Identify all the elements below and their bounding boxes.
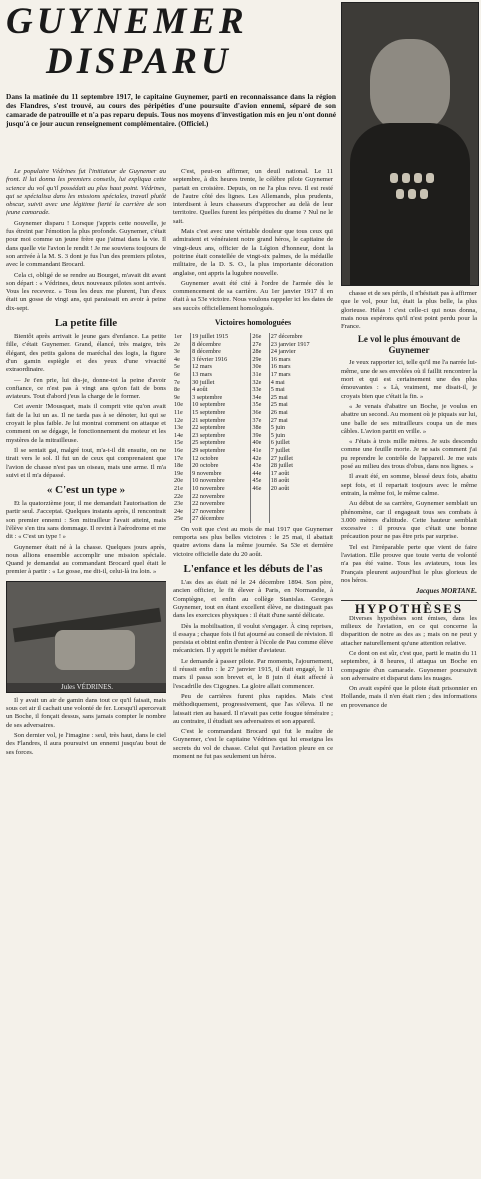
table-cell: 36e — [251, 409, 269, 417]
table-cell: 4 août — [191, 386, 251, 394]
photo-caption: Jules VÉDRINES. — [7, 683, 166, 691]
table-cell: 43e — [251, 462, 269, 470]
section-heading-enfance: L'enfance et les débuts de l'as — [183, 563, 323, 576]
table-cell: 20 octobre — [191, 462, 251, 470]
table-row — [173, 455, 333, 463]
table-cell: 26 mai — [269, 409, 333, 417]
table-cell: 5e — [174, 363, 180, 371]
paragraph: Guynemer disparu ! Lorsque j'appris cette nouvelle, je fus étreint par l'émotion la plus profonde. Guynemer, c'était pour moi comme un jeune frère que j'aimai dans la vie. Il dans quelle vie l'avion le rendit ! Je me souviens toujours de son arrivée à la M. S. 3 dont je fus l'un des premiers pilotes, avec le commandant Brocard. — [6, 219, 166, 269]
table-row — [173, 447, 333, 455]
table-cell: 21e — [174, 484, 183, 492]
table-cell: 15 septembre — [191, 409, 251, 417]
paragraph: Je veux rapporter ici, telle qu'il me l'a narrée lui-même, une de ses envolées où il faillit rencontrer la mort et qui est certainement une des plus émouvantes : « Là, vraiment, me disait-il, je croyais bien que c'était la fin. » — [341, 359, 477, 400]
table-cell — [251, 500, 269, 508]
paragraph: Tel est l'irréparable perte que vient de faire l'aviation. Elle prouve que toute vertu de volonté n'a pas été vaine. Tous les aviateurs, tous les Français pleurent aujourd'hui le plus glorieux de nos héros. — [341, 543, 477, 584]
paragraph: On voit que c'est au mois de mai 1917 que Guynemer remporta ses plus belles victoires : le 25 mai, il abattait quatre avions dans la même journée. Sa 53e et dernière victoire officielle date du 20 août. — [173, 525, 333, 558]
table-cell: 35e — [251, 401, 269, 409]
table-cell: 27 décembre — [191, 515, 251, 523]
table-cell: 14e — [174, 431, 183, 439]
paragraph: Le demande à passer pilote. Par moments, l'ajournement, il réussit enfin : le 27 janvier 1915, il était engagé, le 11 mars il passa son brevet et, le 8 juin il était affecté à l'escadrille des Cigognes. La gloire allait commencer. — [173, 657, 333, 690]
table-cell: 12 octobre — [191, 455, 251, 463]
table-cell: 13e — [174, 424, 183, 432]
table-cell: 15e — [174, 439, 183, 447]
table-cell: 22 novembre — [191, 493, 251, 501]
paragraph: Il se sentait gai, malgré tout, m'a-t-il dit ensuite, on ne tirait vers le sol. Il fut un de ceux qui comprenaient que l'avion de chasse n'est pas un oiseau, mais une arme. Il m'a suivi et il m'a dépassé. — [6, 446, 166, 479]
table-row — [173, 341, 333, 349]
table-row — [173, 333, 333, 341]
headline-line-2: DISPARU — [46, 41, 232, 82]
table-cell: 12e — [174, 416, 183, 424]
table-cell: 3 septembre — [191, 394, 251, 402]
table-row — [173, 371, 333, 379]
table-cell: 39e — [251, 432, 269, 440]
table-cell: 3e — [174, 348, 180, 356]
column-3 — [341, 290, 477, 1176]
table-cell: 46e — [251, 485, 269, 493]
paragraph: Bientôt après arrivait le jeune gars d'enfance. La petite fille, c'était Guynemer. Grand, élancé, très maigre, très élégant, des petits galons de maréchal des logis, la figure d'un gamin espiègle et des yeux d'une vivacité extraordinaire. — [6, 333, 166, 374]
table-cell: 28e — [251, 348, 269, 356]
table-cell: 38e — [251, 424, 269, 432]
paragraph: Peu de carrières furent plus rapides. Mais c'est méthodiquement, progressivement, que l'as s'éleva. Il ne laissait rien au hasard. Il n'avait pas cette fougue téméraire ; au contraire, il étudiait ses adversaires et son appareil. — [173, 692, 333, 725]
table-cell: 25 mai — [269, 394, 333, 402]
table-cell: 10 novembre — [191, 485, 251, 493]
table-cell: 19 juillet 1915 — [191, 333, 251, 341]
table-row — [173, 386, 333, 394]
table-cell — [269, 508, 333, 516]
table-cell: 24e — [174, 507, 183, 515]
vedrines-plane-photo — [6, 581, 166, 693]
table-cell: 22 novembre — [191, 500, 251, 508]
paragraph: Il y avait un air de gamin dans tout ce qu'il faisait, mais sous cet air il cachait une volonté de fer. Lorsqu'il apercevait un Boche, il fonçait dessus, sans jamais compter le nombre de ses adversaires. — [6, 696, 166, 729]
headline — [6, 2, 336, 86]
table-cell: 19e — [174, 469, 183, 477]
table-cell: 23e — [174, 500, 183, 508]
table-cell: 45e — [251, 477, 269, 485]
table-row — [173, 417, 333, 425]
paragraph: Cet avenir !Mousquet, mais il comprit vite qu'on avait fait de la lui un as. Il ne tarda pas à se dénoter, lui qui se croyait le plus faible. Je lui montrai comment on attaque et comment on se dégage, le fonctionnement du moteur et les mystères de la mitrailleuse. — [6, 403, 166, 444]
table-cell: 34e — [251, 394, 269, 402]
table-cell: 4 mai — [269, 379, 333, 387]
table-cell: 27 juillet — [269, 455, 333, 463]
table-cell: 20 août — [269, 485, 333, 493]
paragraph: Cela ci, obligé de se rendre au Bourget, m'avait dit avant son départ : « Védrines, deux nouveaux pilotes sont arrivés. Vous les recevrez. » Tous les deux me plurent, l'un d'eux était un gosse de vingt ans, qui paraissait en avoir à peine dix-sept. — [6, 271, 166, 312]
table-row — [173, 462, 333, 470]
table-cell — [269, 493, 333, 501]
table-cell: 37e — [251, 417, 269, 425]
table-cell: 1er — [174, 333, 182, 341]
table-cell: 5 juin — [269, 432, 333, 440]
table-cell: 44e — [251, 470, 269, 478]
table-cell: 16e — [174, 446, 183, 454]
table-cell: 32e — [251, 379, 269, 387]
table-cell: 25 septembre — [191, 439, 251, 447]
table-cell: 2e — [174, 340, 180, 348]
victories-table-title: Victoires homologuées — [214, 318, 292, 328]
paragraph: Guynemer avait été cité à l'ordre de l'armée dès le commencement de sa carrière. Au 1er janvier 1917 il en était à sa 53e victoire. Nous voulons rappeler ici les dates de ses succès officiellement homologués. — [173, 279, 333, 312]
table-row — [173, 394, 333, 402]
table-cell: 5 juin — [269, 424, 333, 432]
table-cell: 17e — [174, 454, 183, 462]
table-cell: 13 mars — [191, 371, 251, 379]
table-cell: 30e — [251, 363, 269, 371]
table-row — [173, 485, 333, 493]
paragraph: Il avait été, en somme, blessé deux fois, abattu sept fois, et il repartait toujours avec le même entrain, la même foi, le même calme. — [341, 473, 477, 497]
table-cell: 6 juillet — [269, 439, 333, 447]
section-heading-vol: Le vol le plus émouvant de Guynemer — [357, 334, 461, 356]
table-cell: 23 septembre — [191, 432, 251, 440]
table-cell: 10e — [174, 401, 183, 409]
table-cell: 10 novembre — [191, 477, 251, 485]
table-cell — [269, 515, 333, 523]
table-cell: 27 mai — [269, 417, 333, 425]
table-row — [173, 401, 333, 409]
table-row — [173, 500, 333, 508]
table-cell: 23 janvier 1917 — [269, 341, 333, 349]
table-cell: 4e — [174, 355, 180, 363]
paragraph: Mais c'est avec une véritable douleur que tous ceux qui admiraient et vénéraient notre grand héros, le capitaine de vingt-deux ans, officier de la Légion d'honneur, dont la poitrine était constellée de vingt-six palmes, de la médaille militaire, de la D. S. O., la plus importante décoration anglaise, ont appris la lugubre nouvelle. — [173, 228, 333, 277]
table-cell — [251, 493, 269, 501]
table-cell: 8 décembre — [191, 341, 251, 349]
table-cell: 5 mai — [269, 386, 333, 394]
table-cell: 27 décembre — [269, 333, 333, 341]
table-cell: 33e — [251, 386, 269, 394]
table-cell: 40e — [251, 439, 269, 447]
table-cell: 21 septembre — [191, 417, 251, 425]
intro-paragraph: Le populaire Védrines fut l'initiateur de Guynemer au front. Il lui donna les premiers conseils, lui expliqua cette science du vol qu'il possédait au plus haut point. Védrines, qui se spécialisa dans les missions spéciales, travail plutôt obscur, suivit avec une légitime fierté la carrière de son jeune camarade. — [6, 168, 166, 217]
section-heading-petite-fille: La petite fille — [54, 317, 118, 330]
column-1 — [6, 168, 166, 1176]
paragraph: chasse et de ses périls, il n'hésitait pas à affirmer que le vol, pour lui, était la plus belle, la plus glorieuse. Hélas ! c'est celle-ci qui nous donna, mais nous espérons qu'il n'est point perdu pour la France. — [341, 290, 477, 331]
section-heading-hypotheses: HYPOTHÈSES — [354, 600, 464, 616]
table-cell: 16 mars — [269, 363, 333, 371]
table-row — [173, 363, 333, 371]
table-cell: 9e — [174, 393, 180, 401]
table-row — [173, 348, 333, 356]
table-cell: 26e — [251, 333, 269, 341]
table-cell: 22e — [174, 492, 183, 500]
table-cell: 18e — [174, 462, 183, 470]
table-cell: 17 août — [269, 470, 333, 478]
paragraph: « J'étais à trois mille mètres. Je suis descendu comme une feuille morte. Je ne sais comment j'ai pu reprendre le contrôle de l'appareil. Je me suis posé au milieu des trous d'obus, dans nos lignes. » — [341, 438, 477, 471]
table-cell: 3 février 1916 — [191, 356, 251, 364]
table-cell: 20e — [174, 477, 183, 485]
table-cell: 8e — [174, 386, 180, 394]
table-cell: 31e — [251, 371, 269, 379]
paragraph: C'est le commandant Brocard qui fut le maître de Guynemer, c'est le capitaine Védrines qui lui enseigna les secrets du vol de chasse. Celui qui l'aviation pleure en ce moment ne fut pas seulement un héros. — [173, 728, 333, 761]
table-cell: 18 août — [269, 477, 333, 485]
table-row — [173, 432, 333, 440]
victories-table — [173, 333, 333, 523]
table-cell: 24 janvier — [269, 348, 333, 356]
table-row — [173, 356, 333, 364]
table-row — [173, 379, 333, 387]
table-cell: 28 juillet — [269, 462, 333, 470]
table-cell: 10 septembre — [191, 401, 251, 409]
paragraph: L'as des as était né le 24 décembre 1894. Son père, ancien officier, le fit élever à Paris, en Normandie, à Compiègne, et enfin au collège Stanislas. Georges Guynemer, tout en étant excellent élève, ne distinguait pas dans les exercices physiques : il était d'une santé délicate. — [173, 579, 333, 620]
paragraph: Dès la mobilisation, il voulut s'engager. À cinq reprises, il essaya ; chaque fois il fut ajourné au conseil de révision. Il persista et obtint enfin d'entrer à l'école de Pau comme élève mécanicien. Il y apprit le métier d'aviateur. — [173, 622, 333, 655]
table-row — [173, 439, 333, 447]
table-row — [173, 409, 333, 417]
paragraph: Son dernier vol, je l'imagine : seul, très haut, dans le ciel des Flandres, il aura poursuivi un ennemi jusqu'au bout de ses forces. — [6, 731, 166, 756]
table-row — [173, 424, 333, 432]
paragraph: Ce dont on est sûr, c'est que, parti le matin du 11 septembre, à 8 heures, il attaqua un Boche en compagnie d'un camarade. Guynemer poursuivit son adversaire et disparut dans les nuages. — [341, 649, 477, 682]
lead-paragraph: Dans la matinée du 11 septembre 1917, le capitaine Guynemer, parti en reconnaissance dans la région des Flandres, s'est trouvé, au cours des péripéties d'une poursuite d'avion ennemi, séparé de son camarade de patrouille et n'a pas reparu depuis. Tous nos moyens d'investigation mis en jeu n'ont donné jusqu'à ce jour aucun renseignement complémentaire. (Officiel.) — [6, 92, 336, 128]
paragraph: « Je venais d'abattre un Boche, je voulus en abattre un second. Au moment où je piquais sur lui, une balle de ses mitrailleurs coupa un de mes câbles. L'avion partit en vrille. » — [341, 402, 477, 435]
paragraph: Guynemer était né à la chasse. Quelques jours après, nous allions ensemble accomplir une mission spéciale. Quand je demandai au commandant Brocard quel était le premier à partir : « Le gosse, me dit-il, celui-là ira loin. » — [6, 543, 166, 576]
table-cell: 25 mai — [269, 401, 333, 409]
table-cell: 9 novembre — [191, 470, 251, 478]
paragraph: On avait espéré que le pilote était prisonnier en Hollande, mais il n'en était rien ; des informations en provenance de — [341, 685, 477, 709]
paragraph: Diverses hypothèses sont émises, dans les milieux de l'aviation, en ce qui concerne la disparition de notre as des as ; mais on ne peut y attacher naturellement qu'une attention relative. — [341, 614, 477, 647]
table-cell: 7 juillet — [269, 447, 333, 455]
table-cell: 7e — [174, 378, 180, 386]
table-cell: 11e — [174, 408, 183, 416]
table-row — [173, 477, 333, 485]
table-cell: 27 novembre — [191, 508, 251, 516]
table-cell: 29 septembre — [191, 447, 251, 455]
table-row — [173, 508, 333, 516]
table-row — [173, 493, 333, 501]
table-cell — [251, 515, 269, 523]
table-cell: 42e — [251, 455, 269, 463]
table-cell: 12 mars — [191, 363, 251, 371]
table-row — [173, 515, 333, 523]
table-cell: 16 mars — [269, 356, 333, 364]
table-cell: 25e — [174, 515, 183, 523]
paragraph: Au début de sa carrière, Guynemer semblait un phénomène, car il engageait tous ses combats à 3.000 mètres d'altitude. Cette hauteur semblait excessive : il prouva que c'était une bonne précaution pour ne pas être pris par surprise. — [341, 500, 477, 541]
headline-line-1: GUYNEMER — [6, 1, 248, 42]
table-row — [173, 470, 333, 478]
paragraph: Et la quatorzième jour, il me demandait l'autorisation de partir seul. J'acceptai. Quelques instants après, il rencontrait son premier ennemi : Son mitrailleur l'avait atteint, mais l'élève s'en tira sans dommage. Il revint à l'aérodrome et me dit : « C'est un type ! » — [6, 500, 166, 541]
section-heading-type: « C'est un type » — [46, 484, 126, 497]
table-cell: 27e — [251, 341, 269, 349]
table-cell: 22 septembre — [191, 424, 251, 432]
column-2 — [173, 168, 333, 1176]
paragraph: — Je t'en prie, lui dis-je, donne-toi la peine d'avoir confiance, ce n'est pas à vingt ans qu'on fait de bons aviateurs. Tout d'abord j'eus la charge de le former. — [6, 376, 166, 401]
table-cell — [269, 500, 333, 508]
table-cell: 17 mars — [269, 371, 333, 379]
paragraph: C'est, peut-on affirmer, un deuil national. Le 11 septembre, à dix heures trente, le célèbre pilote Guynemer partait en croisière. Depuis, on ne l'a plus revu. Il est resté de l'autre côté des lignes. Les Allemands, plus prudents, interdisent à leurs chasseurs d'approcher au delà de leur territoire. Quelles furent les péripéties du drame ? Nul ne le sait. — [173, 168, 333, 225]
table-cell: 29e — [251, 356, 269, 364]
guynemer-portrait-photo — [341, 2, 479, 286]
table-cell: 6e — [174, 371, 180, 379]
table-cell: 30 juillet — [191, 379, 251, 387]
table-cell — [251, 508, 269, 516]
author-signature: Jacques MORTANE. — [415, 587, 477, 596]
table-cell: 8 décembre — [191, 348, 251, 356]
table-cell: 41e — [251, 447, 269, 455]
